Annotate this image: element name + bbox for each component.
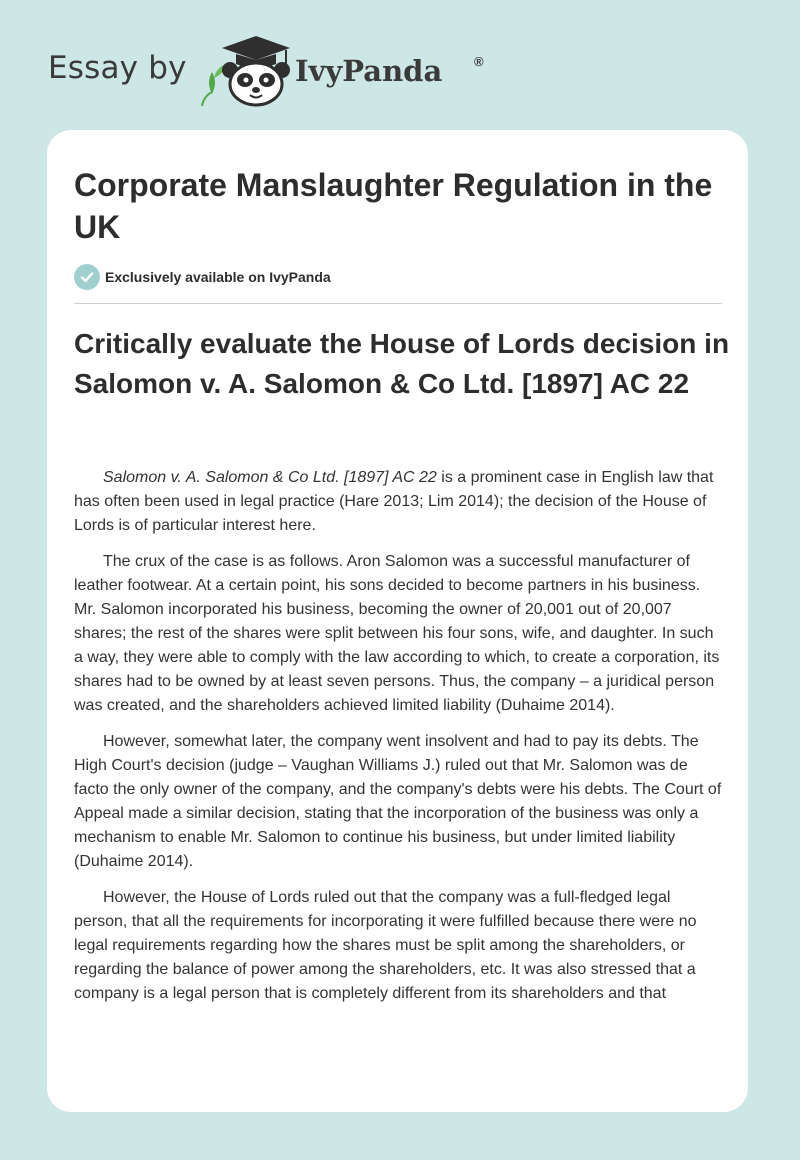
paragraph: However, somewhat later, the company went insolvent and had to pay its debts. The High Court's decision (judge – Vaughan Williams J.) ruled out that Mr. Salomon was de facto the only owner of the company, and the company's debts were his debts. The Court of Appeal made a similar decision, stating that the incorporation of the business was only a mechanism to enable Mr. Salomon to continue his business, but under limited liability (Duhaime 2014). — [74, 733, 722, 870]
badge-label: Exclusively available on IvyPanda — [105, 269, 331, 285]
brand-header[interactable] — [48, 34, 508, 108]
registered-mark: ® — [474, 54, 484, 69]
brand-prefix: Essay by — [48, 50, 187, 86]
brand-name: IvyPanda — [295, 54, 443, 88]
case-citation: Salomon v. A. Salomon & Co Ltd. [1897] AC 22 — [103, 469, 437, 486]
check-circle-icon — [74, 264, 100, 290]
essay-card — [47, 130, 748, 1112]
paragraph-text: is a prominent case in English law that has often been used in legal practice (Hare 2013; Lim 2014); the decision of the House of Lords is of particular interest here. — [74, 469, 714, 534]
paragraph — [74, 466, 726, 538]
section-heading: Critically evaluate the House of Lords decision in Salomon v. A. Salomon & Co Ltd. [1897] AC 22 — [74, 328, 730, 399]
availability-badge — [74, 264, 331, 290]
divider — [74, 303, 722, 304]
essay-body — [74, 466, 726, 1018]
page-title: Corporate Manslaughter Regulation in the UK — [74, 167, 713, 245]
panda-logo-icon — [200, 34, 296, 108]
paragraph: However, the House of Lords ruled out that the company was a full-fledged legal person, that all the requirements for incorporating it were fulfilled because there were no legal requirements regarding how the shares must be split among the shareholders, or regarding the balance of power among the shareholders, etc. It was also stressed that a company is a legal person that is completely different from its shareholders and that — [74, 889, 697, 1002]
paragraph: The crux of the case is as follows. Aron Salomon was a successful manufacturer of leather footwear. At a certain point, his sons decided to become partners in his business. Mr. Salomon incorporated his business, becoming the owner of 20,001 out of 20,007 shares; the rest of the shares were split between his four sons, wife, and daughter. In such a way, they were able to comply with the law according to which, to create a corporation, its shares had to be owned by at least seven persons. Thus, the company – a juridical person was created, and the shareholders achieved limited liability (Duhaime 2014). — [74, 553, 720, 714]
